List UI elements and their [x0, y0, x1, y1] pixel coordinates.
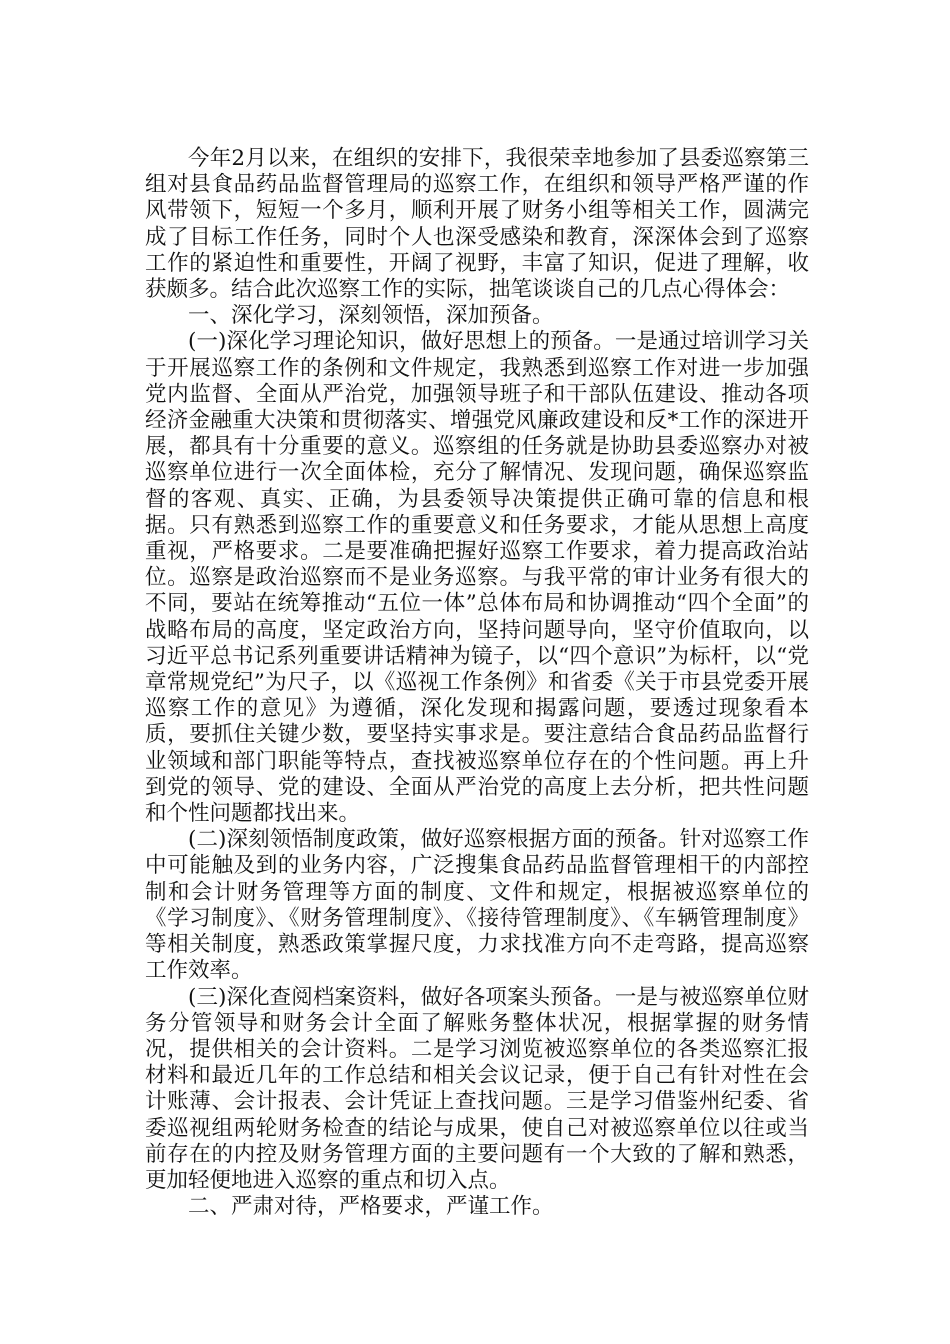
intro-paragraph: 今年2月以来，在组织的安排下，我很荣幸地参加了县委巡察第三组对县食品药品监督管理局的巡察工作，在组织和领导严格严谨的作风带领下，短短一个多月，顺利开展了财务小组等相关工作，圆满完成了目标工作任务，同时个人也深受感染和教育，深深体会到了巡察工作的紧迫性和重要性，开阔了视野，丰富了知识，促进了理解，收获颇多。结合此次巡察工作的实际，拙笔谈谈自己的几点心得体会：	[145, 146, 809, 303]
section-heading-1: 一、深化学习，深刻领悟，深加预备。	[188, 303, 554, 329]
document-body	[145, 146, 809, 1220]
subsection-paragraph-1: (一)深化学习理论知识，做好思想上的预备。一是通过培训学习关于开展巡察工作的条例和文件规定，我熟悉到巡察工作对进一步加强党内监督、全面从严治党，加强领导班子和干部队伍建设、推动各项经济金融重大决策和贯彻落实、增强党风廉政建设和反*工作的深进开展，都具有十分重要的意义。巡察组的任务就是协助县委巡察办对被巡察单位进行一次全面体检，充分了解情况、发现问题，确保巡察监督的客观、真实、正确，为县委领导决策提供正确可靠的信息和根据。只有熟悉到巡察工作的重要意义和任务要求，才能从思想上高度重视，严格要求。二是要准确把握好巡察工作要求，着力提高政治站位。巡察是政治巡察而不是业务巡察。与我平常的审计业务有很大的不同，要站在统筹推动“五位一体”总体布局和协调推动“四个全面”的战略布局的高度，坚定政治方向，坚持问题导向，坚守价值取向，以习近平总书记系列重要讲话精神为镜子，以“四个意识”为标杆，以“党章常规党纪”为尺子，以《巡视工作条例》和省委《关于市县党委开展巡察工作的意见》为遵循，深化发现和揭露问题，要透过现象看本质，要抓住关键少数，要坚持实事求是。要注意结合食品药品监督行业领域和部门职能等特点，查找被巡察单位存在的个性问题。再上升到党的领导、党的建设、全面从严治党的高度上去分析，把共性问题和个性问题都找出来。	[145, 329, 809, 827]
section-heading-2: 二、严肃对待，严格要求，严谨工作。	[188, 1194, 554, 1220]
subsection-paragraph-3: (三)深化查阅档案资料，做好各项案头预备。一是与被巡察单位财务分管领导和财务会计全面了解账务整体状况，根据掌握的财务情况，提供相关的会计资料。二是学习浏览被巡察单位的各类巡察汇报材料和最近几年的工作总结和相关会议记录，便于自己有针对性在会计账薄、会计报表、会计凭证上查找问题。三是学习借鉴州纪委、省委巡视组两轮财务检查的结论与成果，使自己对被巡察单位以往或当前存在的内控及财务管理方面的主要问题有一个大致的了解和熟悉，更加轻便地进入巡察的重点和切入点。	[145, 984, 809, 1193]
subsection-paragraph-2: (二)深刻领悟制度政策，做好巡察根据方面的预备。针对巡察工作中可能触及到的业务内容，广泛搜集食品药品监督管理相干的内部控制和会计财务管理等方面的制度、文件和规定，根据被巡察单位的《学习制度》、《财务管理制度》、《接待管理制度》、《车辆管理制度》等相关制度，熟悉政策掌握尺度，力求找准方向不走弯路，提高巡察工作效率。	[145, 827, 809, 984]
